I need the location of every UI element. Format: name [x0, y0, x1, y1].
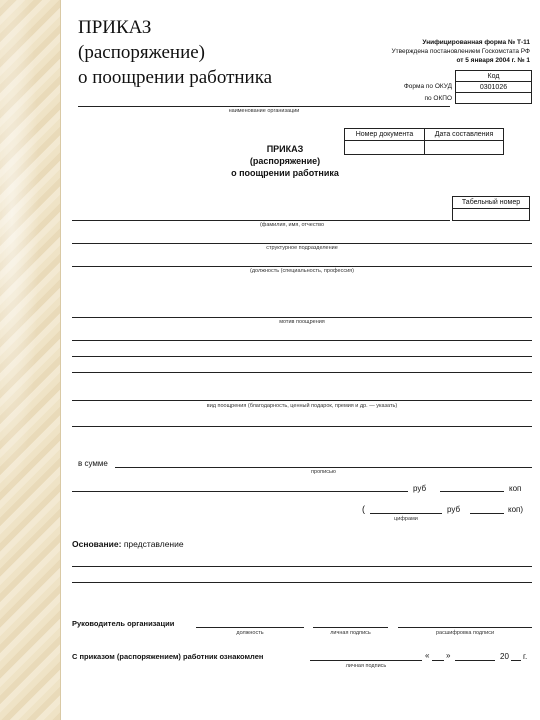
position-caption: (должность (специальность, профессия) [250, 268, 354, 274]
basis-row [72, 539, 184, 549]
rub-label-1: руб [413, 484, 427, 493]
extra-line-3[interactable] [72, 372, 532, 373]
rub-label-2: руб [447, 505, 461, 514]
org-caption: наименование организации [228, 108, 300, 114]
unified-form-line2: Утверждена постановлением Госкомстата РФ [391, 48, 530, 55]
okpo-value-cell[interactable] [455, 92, 532, 104]
in-figures-caption: цифрами [394, 516, 418, 522]
motive-caption: мотив поощрения [279, 319, 325, 325]
head-label: Руководитель организации [72, 619, 175, 628]
acquainted-signature-field[interactable] [310, 660, 422, 661]
quote-open: « [425, 651, 430, 660]
in-words-caption: прописью [311, 469, 336, 475]
doc-date-field[interactable] [424, 140, 504, 155]
kind-line[interactable] [72, 400, 532, 401]
head-decoding-caption: расшифровка подписи [435, 630, 495, 636]
day-field[interactable] [432, 660, 444, 661]
head-signature-field[interactable] [313, 627, 388, 628]
head-position-field[interactable] [196, 627, 304, 628]
order-title-line2: (распоряжение) [249, 156, 321, 166]
amount-figures-field[interactable] [370, 513, 442, 514]
motive-line[interactable] [72, 317, 532, 318]
extra-line-2[interactable] [72, 356, 532, 357]
open-paren: ( [362, 504, 365, 514]
head-signature-caption: личная подпись [330, 630, 371, 636]
acquainted-label: С приказом (распоряжением) работник ознакомлен [72, 652, 264, 661]
kop-label-1: коп [509, 484, 522, 493]
amount-label: в сумме [78, 459, 108, 468]
decorative-left-band [0, 0, 61, 720]
year-suffix: г. [523, 652, 528, 661]
unified-form-line3: от 5 января 2004 г. № 1 [456, 57, 530, 64]
kop-close-label: коп) [508, 505, 524, 514]
amount-words-line[interactable] [115, 467, 532, 468]
doc-number-header: Номер документа [344, 128, 425, 141]
kind-caption: вид поощрения (благодарность, ценный подарок, премия и др. — указать) [206, 403, 398, 409]
page-title-line2: (распоряжение) [78, 42, 206, 63]
okud-label: Форма по ОКУД [403, 83, 452, 90]
doc-date-header: Дата составления [424, 128, 504, 141]
basis-value: представление [123, 539, 184, 549]
code-header: Код [487, 72, 500, 80]
department-caption: структурное подразделение [266, 245, 338, 251]
tab-number-field[interactable] [452, 208, 530, 221]
page-title-line3: о поощрении работника [78, 67, 273, 88]
extra-line-4[interactable] [72, 426, 532, 427]
org-name-line[interactable] [78, 106, 450, 107]
unified-form-line1: Унифицированная форма № Т-11 [422, 39, 530, 46]
quote-close: » [446, 651, 451, 660]
kop-field-2[interactable] [470, 513, 504, 514]
head-position-caption: должность [236, 630, 264, 636]
month-field[interactable] [455, 660, 495, 661]
amount-words-line-2[interactable] [72, 491, 408, 492]
year-prefix: 20 [500, 652, 509, 661]
okpo-label: по ОКПО [424, 95, 452, 102]
department-line[interactable] [72, 243, 532, 244]
kop-field-1[interactable] [440, 491, 504, 492]
doc-number-field[interactable] [344, 140, 425, 155]
page-title-line1: ПРИКАЗ [78, 17, 152, 38]
order-title-line1: ПРИКАЗ [266, 144, 304, 154]
year-field[interactable] [511, 660, 521, 661]
fio-line[interactable] [72, 220, 450, 221]
fio-caption: (фамилия, имя, отчество [259, 222, 325, 228]
basis-label: Основание: [72, 539, 122, 549]
extra-line-1[interactable] [72, 340, 532, 341]
tab-number-header: Табельный номер [452, 196, 530, 209]
position-line[interactable] [72, 266, 532, 267]
head-decoding-field[interactable] [398, 627, 532, 628]
acquainted-signature-caption: личная подпись [345, 663, 387, 669]
okud-value: 0301026 [479, 83, 508, 91]
basis-line-1[interactable] [72, 566, 532, 567]
basis-line-2[interactable] [72, 582, 532, 583]
order-title-line3: о поощрении работника [231, 168, 339, 178]
